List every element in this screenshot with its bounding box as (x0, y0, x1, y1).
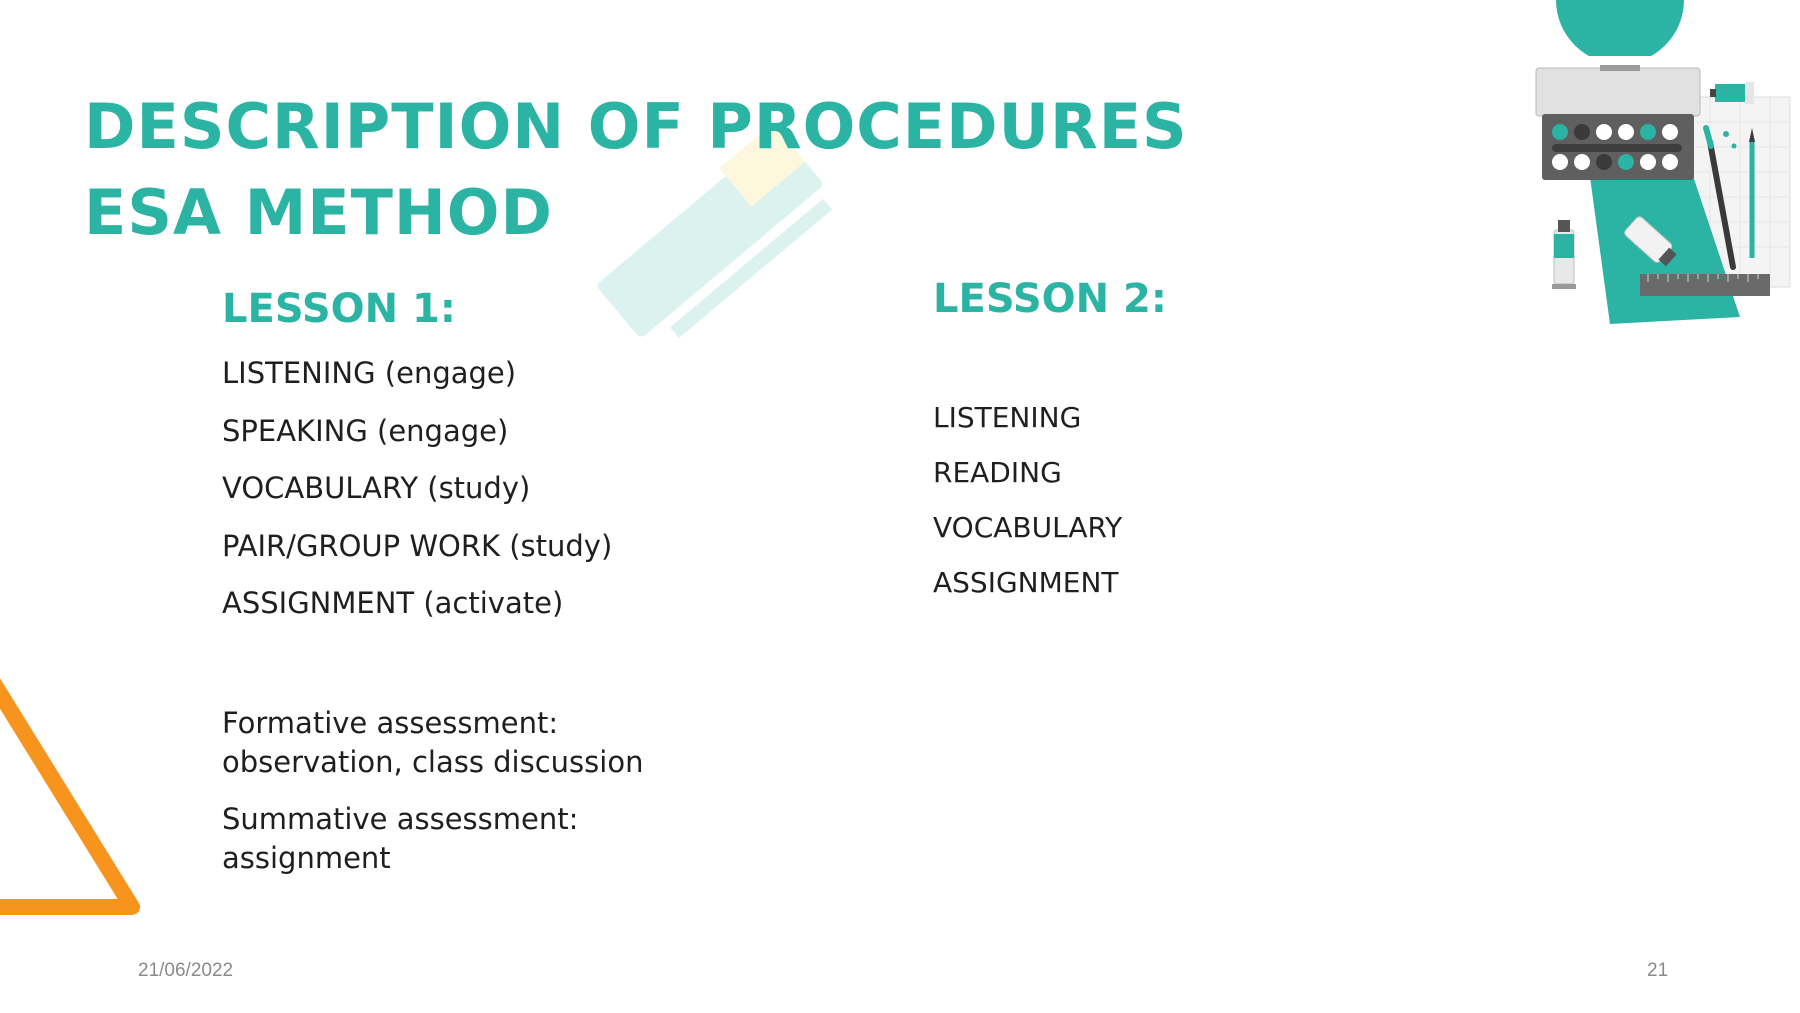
list-item: READING (933, 456, 1062, 489)
list-item: ASSIGNMENT (activate) (222, 586, 564, 620)
title-line-2: ESA METHOD (84, 176, 553, 249)
lesson-1-heading: LESSON 1: (222, 286, 456, 332)
title-line-1: DESCRIPTION OF PROCEDURES (84, 90, 1188, 163)
list-item: PAIR/GROUP WORK (study) (222, 528, 613, 563)
slide-number: 21 (1647, 960, 1669, 981)
formative-assessment-text: Formative assessment: observation, class discussion (222, 706, 644, 779)
list-item: ASSIGNMENT (933, 566, 1119, 599)
list-item: VOCABULARY (933, 511, 1123, 544)
teal-circle-icon (1555, 0, 1685, 56)
list-item: LISTENING (933, 401, 1082, 434)
slide-date: 21/06/2022 (138, 960, 234, 981)
list-item: VOCABULARY (study) (222, 471, 531, 505)
lesson-2-list (933, 402, 1122, 622)
lesson-2-heading: LESSON 2: (933, 276, 1167, 322)
paint-palette-illustration-icon (1530, 62, 1800, 332)
lesson-1-list (222, 357, 612, 645)
list-item: SPEAKING (engage) (222, 413, 509, 448)
summative-assessment-text: Summative assessment: assignment (222, 802, 579, 875)
slide-title (84, 84, 1188, 256)
list-item: LISTENING (engage) (222, 356, 517, 390)
orange-triangle-icon (0, 655, 150, 925)
